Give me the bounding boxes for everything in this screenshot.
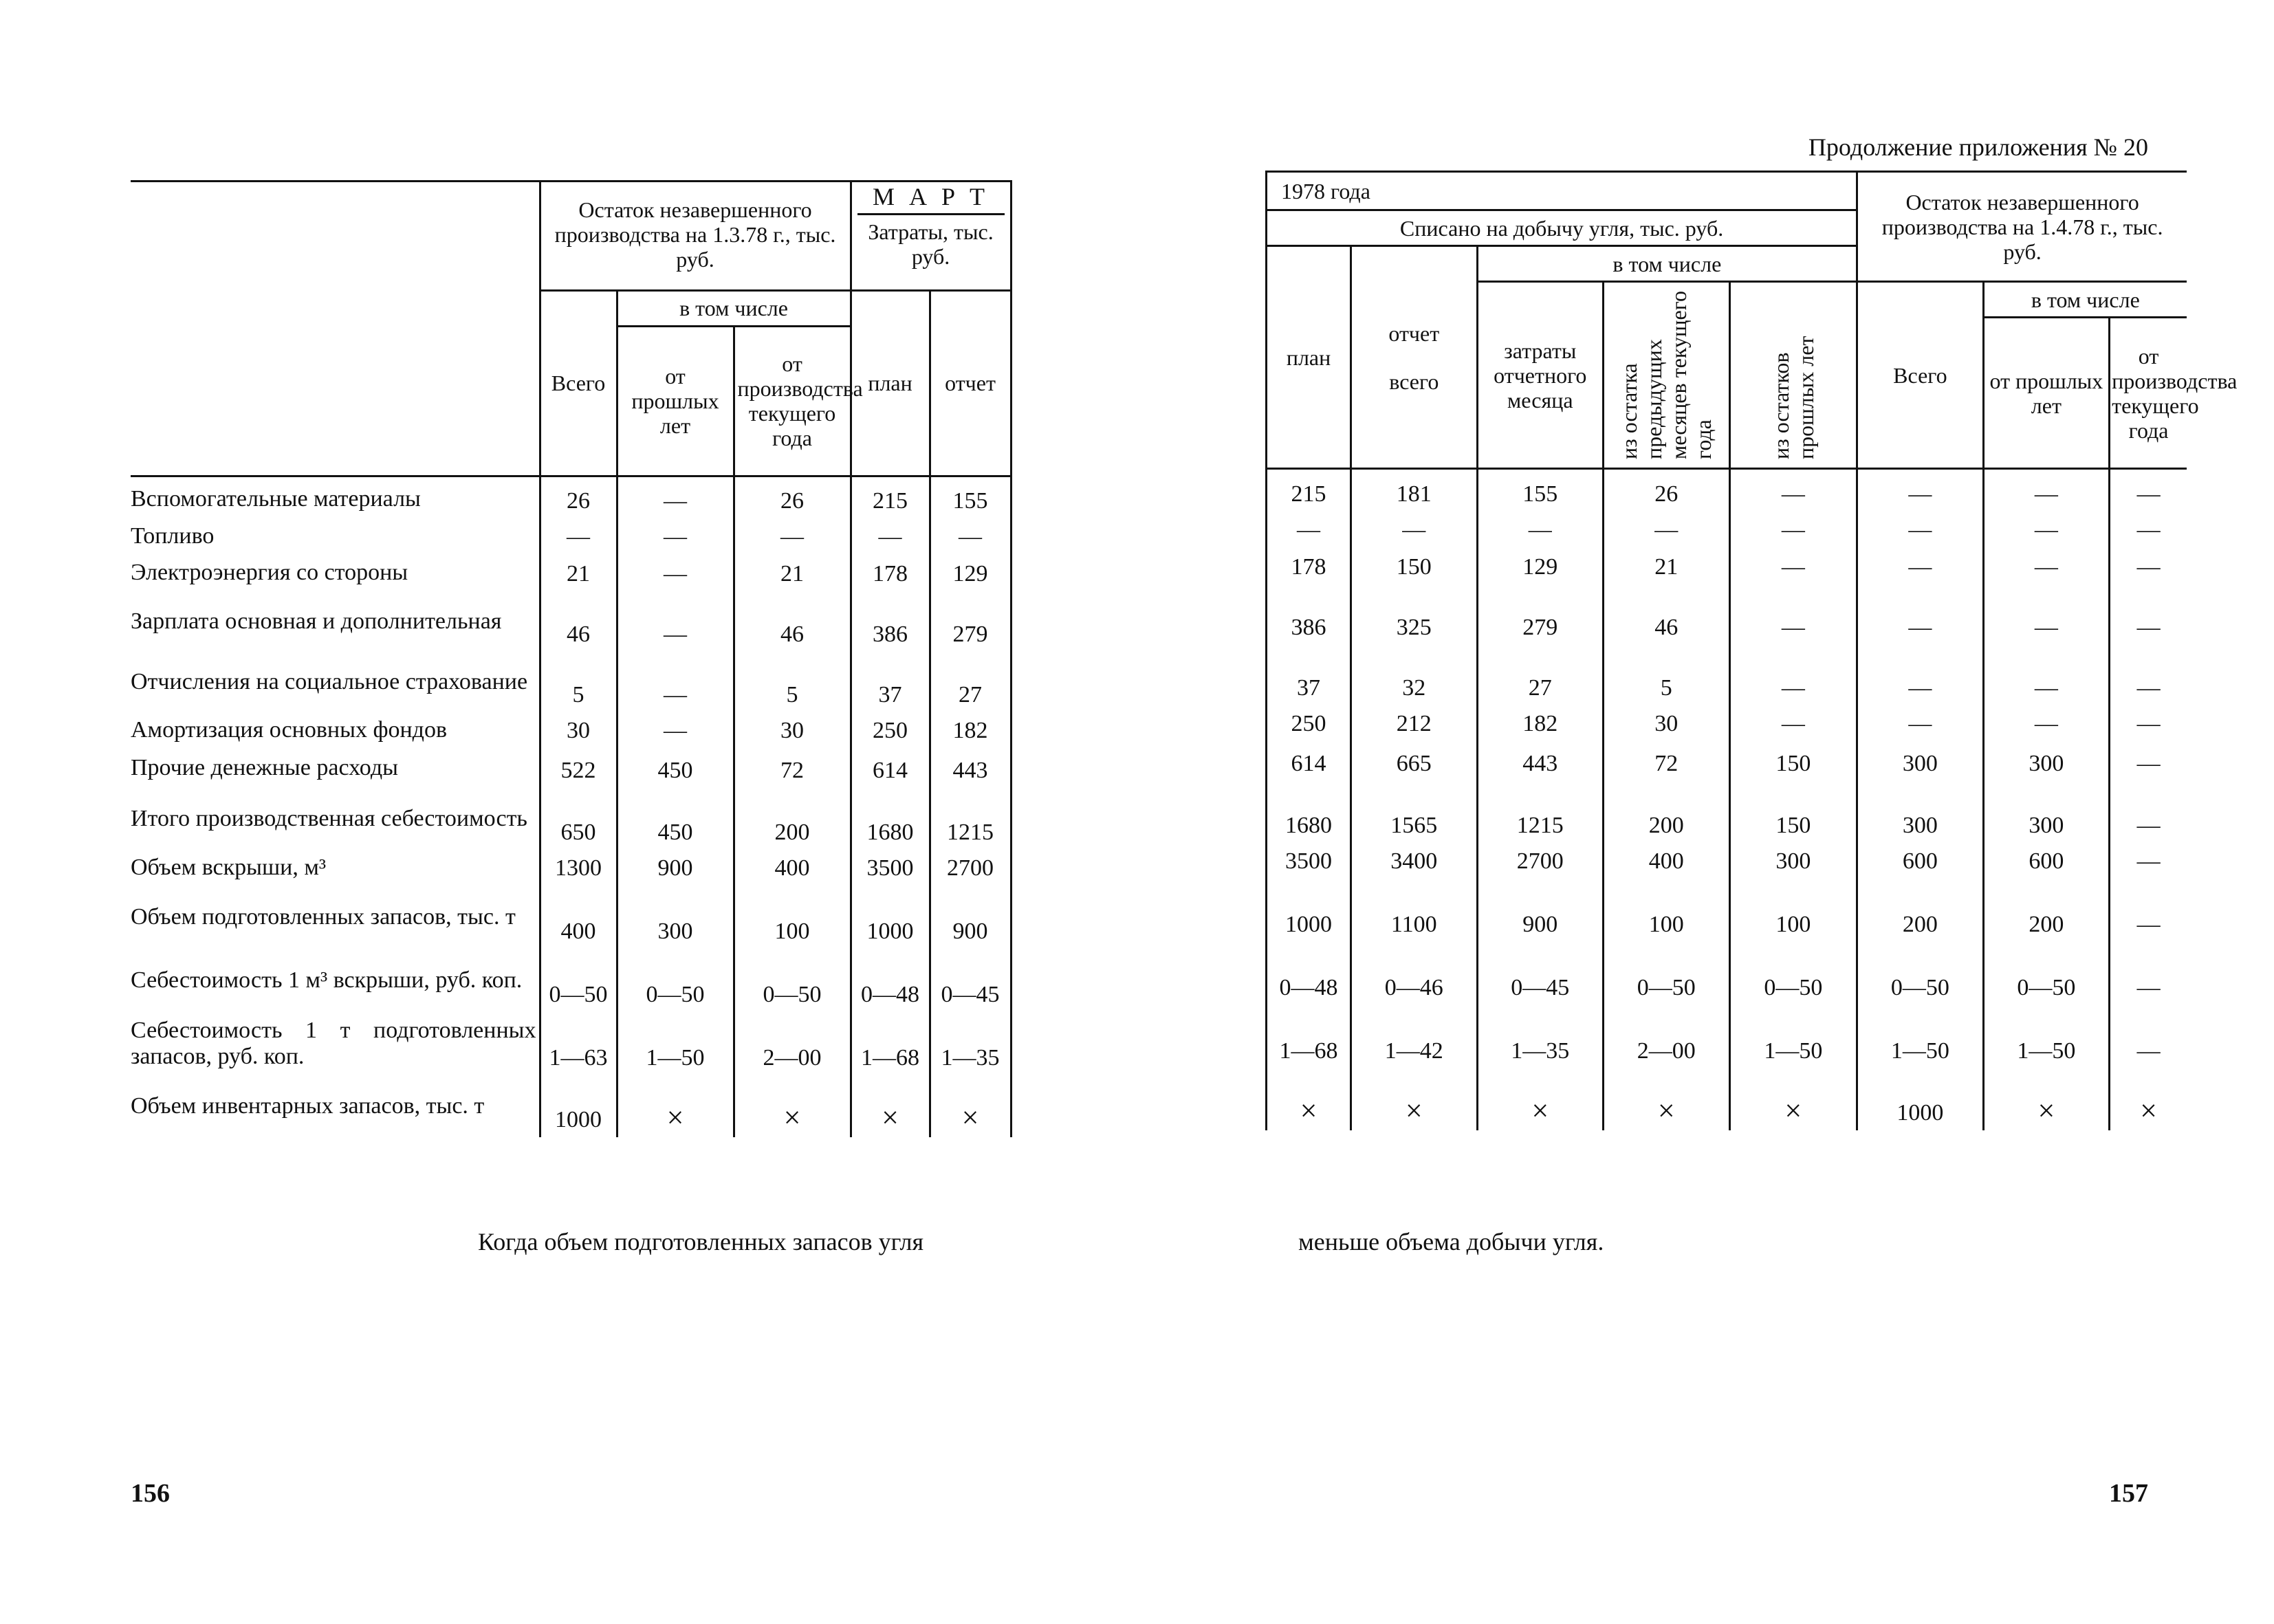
right-caption: меньше объема добычи угля. [1298,1228,1604,1255]
table-cell: 2—00 [1604,1005,1729,1068]
table-row [1267,781,2187,843]
table-cell: 182 [930,712,1011,748]
table-cell: — [2110,1005,2187,1068]
table-cell: 300 [1983,781,2109,843]
table-cell: — [2110,705,2187,741]
iz-ostatka-pred-text: из остатка предыдущих месяцев текущего года [1617,290,1716,459]
table-cell: × [930,1075,1011,1137]
table-cell: 212 [1351,705,1477,741]
table-cell: 46 [540,591,617,652]
table-cell: 522 [540,748,617,788]
table-cell: 0—50 [1729,942,1857,1005]
table-cell: × [1729,1068,1857,1130]
plan-header: план [851,290,930,476]
mart-header [851,180,1011,290]
table-row [131,518,1011,554]
table-cell: × [1267,1068,1351,1130]
table-cell: 600 [1857,843,1983,879]
table-cell: × [734,1075,851,1137]
table-cell: — [1983,645,2109,705]
row-label: Амортизация основных фондов [131,717,448,743]
table-cell: 5 [734,652,851,712]
table-cell: 1215 [930,788,1011,850]
table-cell: — [1857,584,1983,645]
table-cell: — [2110,942,2187,1005]
table-cell: — [1351,512,1477,547]
year-header: 1978 года [1267,172,1857,210]
table-cell: 1—68 [851,1012,930,1075]
table-cell: 900 [930,886,1011,949]
table-row [131,949,1011,1012]
row-label: Зарплата основная и дополнительная [131,608,502,634]
table-cell: 279 [930,591,1011,652]
table-cell: — [1729,547,1857,584]
table-cell: — [2110,512,2187,547]
table-cell: 386 [1267,584,1351,645]
table-row [131,788,1011,850]
table-cell: 0—50 [1983,942,2109,1005]
row-label: Объем вскрыши, м³ [131,855,327,880]
table-cell: × [851,1075,930,1137]
row-label: Топливо [131,523,215,549]
table-cell: — [617,652,734,712]
table-row [1267,645,2187,705]
table-cell: — [1477,512,1603,547]
table-cell: 443 [930,748,1011,788]
vsego-header-r: Всего [1857,282,1983,469]
ot-proshlyh-header: от прошлых лет [617,326,734,476]
table-row [131,748,1011,788]
table-cell: 0—50 [1604,942,1729,1005]
table-cell: 1—63 [540,1012,617,1075]
table-cell: 46 [1604,584,1729,645]
table-cell: 386 [851,591,930,652]
continuation-heading: Продолжение приложения № 20 [1808,133,2148,161]
mart-label: М А Р Т [857,180,1005,215]
table-cell: — [1729,705,1857,741]
table-cell: — [851,518,930,554]
table-cell: 26 [1604,473,1729,512]
table-cell: — [617,518,734,554]
table-cell: — [1857,705,1983,741]
table-cell: 37 [851,652,930,712]
table-cell: 72 [1604,741,1729,781]
right-page-number: 157 [2109,1479,2148,1508]
table-cell: 0—50 [617,949,734,1012]
table-row [1267,473,2187,512]
table-cell: × [1351,1068,1477,1130]
table-cell: × [1983,1068,2109,1130]
table-cell: — [617,591,734,652]
table-cell: 30 [734,712,851,748]
table-cell: 300 [617,886,734,949]
iz-ostatkov-proshl-header [1729,282,1857,469]
ot-proizv-header: от производства текущего года [734,326,851,476]
table-row [1267,547,2187,584]
table-cell: 0—48 [851,949,930,1012]
table-cell: 215 [851,480,930,518]
table-cell: — [1983,705,2109,741]
table-cell: 1—50 [617,1012,734,1075]
table-cell: — [930,518,1011,554]
table-cell: — [2110,781,2187,843]
table-cell: — [1983,547,2109,584]
table-cell: 200 [1857,879,1983,942]
table-cell: 0—50 [540,949,617,1012]
table-row [131,652,1011,712]
row-label: Отчисления на социальное страхование [131,669,528,694]
table-row [131,1075,1011,1137]
table-cell: 3500 [851,850,930,886]
table-cell: 0—45 [930,949,1011,1012]
ostatok-1478-header: Остаток незавершенного производства на 1.4.78 г., тыс. руб. [1857,172,2187,282]
table-cell: — [1983,512,2109,547]
table-cell: 0—45 [1477,942,1603,1005]
table-cell: 300 [1729,843,1857,879]
table-cell: — [617,712,734,748]
table-cell: — [1729,645,1857,705]
table-row [1267,1068,2187,1130]
table-cell: 1000 [851,886,930,949]
plan-header-r: план [1267,246,1351,469]
table-cell: 1680 [1267,781,1351,843]
ot-proizv-header-r: от производства текущего года [2110,318,2187,469]
table-cell: 100 [734,886,851,949]
table-cell: — [2110,843,2187,879]
table-cell: 5 [1604,645,1729,705]
v-tom-chisle-header: в том числе [617,290,851,326]
zatraty-label: Затраты, тыс. руб. [868,219,994,269]
table-cell: 30 [1604,705,1729,741]
table-cell: 150 [1351,547,1477,584]
table-row [131,712,1011,748]
right-table [1265,171,2238,1130]
table-row [1267,879,2187,942]
table-cell: 46 [734,591,851,652]
table-cell: — [1267,512,1351,547]
iz-ostatka-pred-header [1604,282,1729,469]
table-cell: 200 [734,788,851,850]
otchet-label: отчет [1388,320,1440,346]
row-label: Прочие денежные расходы [131,755,398,780]
table-cell: — [2110,473,2187,512]
table-cell: — [2110,879,2187,942]
row-label: Себестоимость 1 т подготовленных запасов, руб. коп. [131,1018,536,1069]
ostatok-header: Остаток незавершенного производства на 1.3.78 г., тыс. руб. [540,180,851,290]
row-label: Объем подготовленных запасов, тыс. т [131,904,516,930]
table-cell: — [1857,512,1983,547]
table-cell: 1000 [1857,1068,1983,1130]
table-cell: 325 [1351,584,1477,645]
table-cell: 1—42 [1351,1005,1477,1068]
table-cell: — [2110,741,2187,781]
table-row [131,554,1011,591]
table-cell: 155 [1477,473,1603,512]
vsego-header: Всего [540,290,617,476]
right-page [1137,0,2274,1624]
table-cell: × [617,1075,734,1137]
table-cell: 0—50 [1857,942,1983,1005]
table-cell: 250 [851,712,930,748]
table-cell: — [2110,547,2187,584]
table-cell: — [540,518,617,554]
left-page-number: 156 [131,1479,170,1508]
table-cell: — [1983,584,2109,645]
table-row [1267,705,2187,741]
table-cell: 26 [734,480,851,518]
table-cell: 72 [734,748,851,788]
left-table [131,180,1012,1137]
table-cell: 37 [1267,645,1351,705]
table-cell: 2—00 [734,1012,851,1075]
table-cell: 3500 [1267,843,1351,879]
table-cell: 0—50 [734,949,851,1012]
vsego-label: всего [1389,369,1439,394]
table-cell: 129 [1477,547,1603,584]
table-cell: 400 [1604,843,1729,879]
table-cell: — [734,518,851,554]
table-cell: 1—68 [1267,1005,1351,1068]
table-cell: 181 [1351,473,1477,512]
table-cell: 200 [1604,781,1729,843]
table-cell: 2700 [1477,843,1603,879]
table-cell: 1—50 [1857,1005,1983,1068]
table-cell: × [1604,1068,1729,1130]
table-cell: 215 [1267,473,1351,512]
table-cell: 600 [1983,843,2109,879]
table-cell: 0—48 [1267,942,1351,1005]
iz-ostatkov-proshl-text: из остатков прошлых лет [1768,336,1818,459]
table-cell: 1100 [1351,879,1477,942]
table-cell: 155 [930,480,1011,518]
table-cell: 450 [617,748,734,788]
table-row [131,886,1011,949]
spisano-header: Списано на добычу угля, тыс. руб. [1267,210,1857,246]
table-cell: 300 [1857,781,1983,843]
table-cell: 250 [1267,705,1351,741]
v-tom-chisle-header-r2: в том числе [1983,282,2187,318]
table-row [1267,741,2187,781]
row-label: Электроэнергия со стороны [131,560,408,585]
table-cell: × [2110,1068,2187,1130]
table-cell: 1—50 [1729,1005,1857,1068]
table-cell: 178 [851,554,930,591]
table-row [1267,942,2187,1005]
table-cell: 26 [540,480,617,518]
table-cell: 27 [930,652,1011,712]
table-cell: 614 [1267,741,1351,781]
table-cell: 3400 [1351,843,1477,879]
table-cell: — [617,480,734,518]
table-cell: 279 [1477,584,1603,645]
table-cell: 1000 [540,1075,617,1137]
table-cell: 150 [1729,781,1857,843]
table-cell: 21 [540,554,617,591]
table-row [131,1012,1011,1075]
row-label: Себестоимость 1 м³ вскрыши, руб. коп. [131,967,523,993]
table-cell: — [1729,584,1857,645]
table-cell: 1—50 [1983,1005,2109,1068]
v-tom-chisle-header-r: в том числе [1477,246,1857,282]
table-cell: — [2110,584,2187,645]
left-caption: Когда объем подготовленных запасов угля [478,1228,924,1255]
table-cell: 300 [1983,741,2109,781]
table-cell: 182 [1477,705,1603,741]
table-cell: 1300 [540,850,617,886]
table-cell: 900 [1477,879,1603,942]
table-cell: 614 [851,748,930,788]
table-cell: 21 [1604,547,1729,584]
table-row [131,850,1011,886]
table-cell: 1565 [1351,781,1477,843]
table-cell: 129 [930,554,1011,591]
table-cell: — [1604,512,1729,547]
otchet-header: отчет [930,290,1011,476]
table-cell: — [1729,512,1857,547]
row-label-header [131,180,540,476]
table-cell: 150 [1729,741,1857,781]
table-cell: 100 [1604,879,1729,942]
table-cell: 1215 [1477,781,1603,843]
table-cell: 1680 [851,788,930,850]
table-cell: 665 [1351,741,1477,781]
table-cell: 178 [1267,547,1351,584]
otchet-vsego-header [1351,246,1477,469]
table-cell: 1000 [1267,879,1351,942]
table-row [131,480,1011,518]
table-cell: 200 [1983,879,2109,942]
table-cell: — [1857,473,1983,512]
row-label: Итого производственная себестоимость [131,806,527,831]
table-cell: 21 [734,554,851,591]
table-cell: 450 [617,788,734,850]
table-cell: — [1729,473,1857,512]
ot-proshlyh-header-r: от прошлых лет [1983,318,2109,469]
table-cell: — [617,554,734,591]
table-cell: 650 [540,788,617,850]
table-row [1267,1005,2187,1068]
table-cell: 27 [1477,645,1603,705]
right-table-body [1267,473,2187,1130]
table-cell: 1—35 [930,1012,1011,1075]
row-label: Вспомогательные материалы [131,486,421,512]
table-cell: 300 [1857,741,1983,781]
table-cell: 1—35 [1477,1005,1603,1068]
table-cell: 100 [1729,879,1857,942]
table-cell: × [1477,1068,1603,1130]
row-label: Объем инвентарных запасов, тыс. т [131,1093,485,1119]
table-cell: 400 [540,886,617,949]
table-row [1267,584,2187,645]
table-cell: 32 [1351,645,1477,705]
table-row [131,591,1011,652]
table-cell: 5 [540,652,617,712]
table-row [1267,843,2187,879]
table-cell: — [1983,473,2109,512]
table-cell: 443 [1477,741,1603,781]
table-cell: 0—46 [1351,942,1477,1005]
table-cell: — [1857,547,1983,584]
zatraty-otch-header: затраты отчетного месяца [1477,282,1603,469]
table-cell: — [2110,645,2187,705]
table-cell: 900 [617,850,734,886]
left-table-body [131,480,1011,1137]
table-cell: 2700 [930,850,1011,886]
table-cell: 400 [734,850,851,886]
table-cell: 30 [540,712,617,748]
table-cell: — [1857,645,1983,705]
table-row [1267,512,2187,547]
